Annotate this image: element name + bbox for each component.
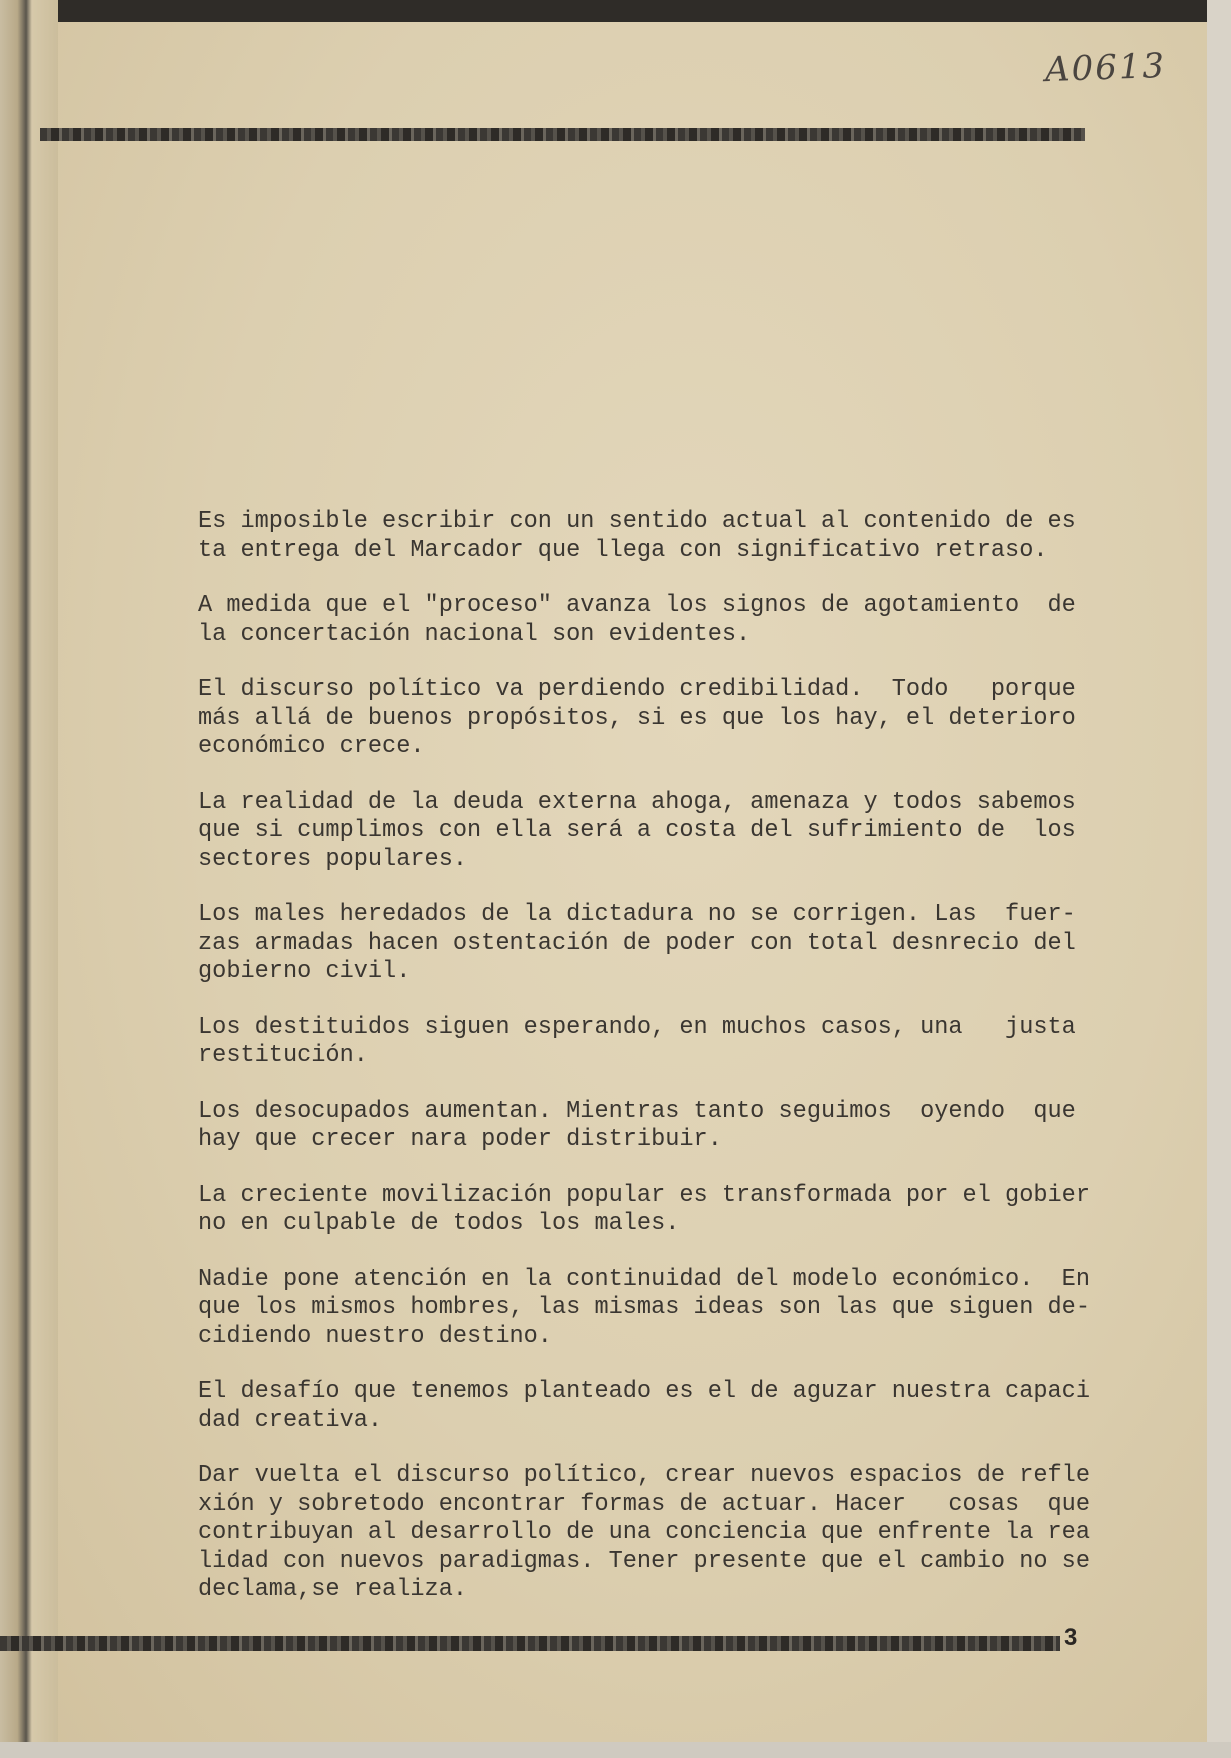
paragraph	[198, 1378, 1090, 1435]
text-line: restitución.	[198, 1042, 368, 1069]
paragraph	[198, 676, 1078, 762]
text-line: Los males heredados de la dictadura no se corrigen. Las fuer-	[198, 901, 1076, 928]
handwritten-reference-code: A0613	[1044, 45, 1167, 91]
scan-border-top	[0, 0, 1231, 24]
text-line: Nadie pone atención en la continuidad del modelo económico. En	[198, 1265, 1090, 1293]
paragraph	[198, 1098, 1078, 1155]
text-line: ta entrega del Marcador que llega con significativo retraso.	[198, 536, 1048, 564]
bottom-rule	[0, 1636, 1060, 1651]
paragraph	[198, 1265, 1090, 1352]
text-line: El discurso político va perdiendo credibilidad. Todo porque	[198, 676, 1076, 703]
text-line: que los mismos hombres, las mismas ideas son las que siguen de-	[198, 1294, 1090, 1321]
text-line: gobierno civil.	[198, 958, 411, 985]
paragraph	[198, 508, 1078, 565]
text-line: la concertación nacional son evidentes.	[198, 620, 751, 648]
article-body	[198, 508, 1090, 1632]
text-line: hay que crecer nara poder distribuir.	[198, 1126, 722, 1153]
paragraph	[198, 1462, 1090, 1605]
text-line: declama,se realiza.	[198, 1576, 468, 1603]
scan-border-right	[1207, 0, 1231, 1758]
text-line: A medida que el "proceso" avanza los signos de agotamiento de	[198, 592, 1076, 619]
binding-edge	[0, 0, 58, 1758]
text-line: dad creativa.	[198, 1406, 383, 1434]
text-line: zas armadas hacen ostentación de poder con total desnrecio del	[198, 929, 1076, 957]
text-line: xión y sobretodo encontrar formas de actuar. Hacer cosas que	[198, 1490, 1090, 1518]
text-line: La realidad de la deuda externa ahoga, amenaza y todos sabemos	[198, 788, 1076, 816]
page-number: 3	[1064, 1624, 1078, 1651]
text-line: Dar vuelta el discurso político, crear nuevos espacios de refle	[198, 1462, 1090, 1489]
paragraph	[198, 1181, 1090, 1239]
paragraph	[198, 1014, 1078, 1071]
text-line: contribuyan al desarrollo de una conciencia que enfrente la rea	[198, 1519, 1090, 1546]
text-line: La creciente movilización popular es transformada por el gobier	[198, 1181, 1090, 1209]
text-line: Los desocupados aumentan. Mientras tanto seguimos oyendo que	[198, 1097, 1076, 1125]
text-line: El desafío que tenemos planteado es el de aguzar nuestra capaci	[198, 1378, 1090, 1405]
text-line: más allá de buenos propósitos, si es que los hay, el deterioro	[198, 704, 1076, 732]
text-line: Los destituidos siguen esperando, en muchos casos, una justa	[198, 1013, 1076, 1041]
paragraph	[198, 592, 1078, 649]
text-line: cidiendo nuestro destino.	[198, 1322, 552, 1350]
text-line: Es imposible escribir con un sentido actual al contenido de es	[198, 508, 1076, 535]
paragraph	[198, 789, 1078, 875]
text-line: económico crece.	[198, 733, 425, 760]
text-line: lidad con nuevos paradigmas. Tener presente que el cambio no se	[198, 1547, 1090, 1575]
text-line: no en culpable de todos los males.	[198, 1210, 680, 1237]
top-rule	[40, 128, 1085, 141]
text-line: que si cumplimos con ella será a costa del sufrimiento de los	[198, 817, 1076, 844]
scan-border-bottom	[0, 1742, 1231, 1758]
text-line: sectores populares.	[198, 845, 468, 873]
paragraph	[198, 901, 1078, 987]
